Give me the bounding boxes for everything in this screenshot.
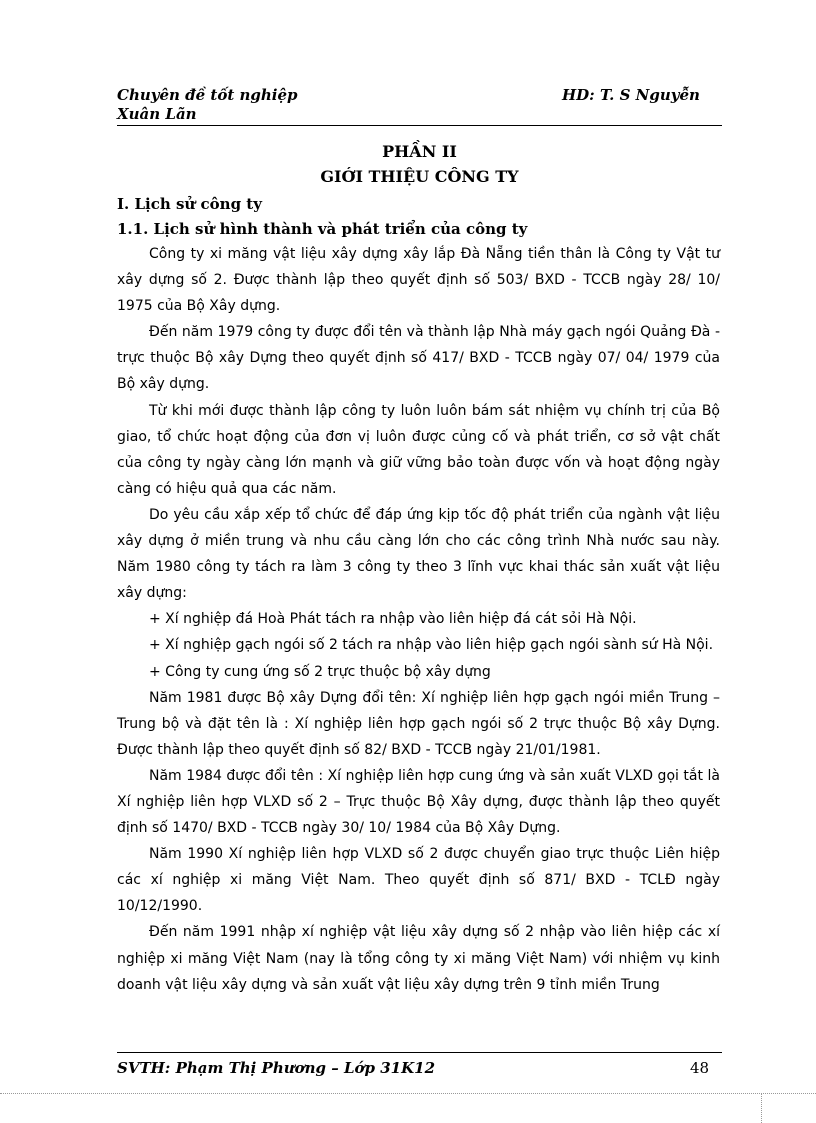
page-edge-marker bbox=[761, 1093, 762, 1123]
paragraph: Năm 1984 được đổi tên : Xí nghiệp liên hợp cung ứng và sản xuất VLXD gọi tắt là Xí nghiệp liên hợp VLXD số 2 – Trực thuộc Bộ Xây dựng, được thành lập theo quyết định số 1470/ BXD - TCCB ngày 30/ 10/ 1984 của Bộ Xây Dựng. bbox=[117, 767, 720, 837]
part-heading: PHẦN II bbox=[382, 142, 457, 161]
footer-author: SVTH: Phạm Thị Phương – Lớp 31K12 bbox=[117, 1059, 436, 1077]
list-item: + Công ty cung ứng số 2 trực thuộc bộ xây dựng bbox=[149, 663, 491, 680]
list-item: + Xí nghiệp đá Hoà Phát tách ra nhập vào liên hiệp đá cát sỏi Hà Nội. bbox=[149, 611, 637, 628]
header-topic-line2: Xuân Lãn bbox=[117, 105, 197, 123]
page-break-marker bbox=[0, 1093, 816, 1094]
paragraph: Đến năm 1979 công ty được đổi tên và thành lập Nhà máy gạch ngói Quảng Đà - trực thuộc Bộ xây Dựng theo quyết định số 417/ BXD - TCCB ngày 07/ 04/ 1979 của Bộ xây dựng. bbox=[117, 324, 720, 393]
footer-rule bbox=[117, 1052, 722, 1053]
header-topic bbox=[117, 86, 298, 124]
paragraph: Năm 1990 Xí nghiệp liên hợp VLXD số 2 được chuyển giao trực thuộc Liên hiệp các xí nghiệp xi măng Việt Nam. Theo quyết định số 871/ BXD - TCLĐ ngày 10/12/1990. bbox=[117, 846, 720, 915]
page-number: 48 bbox=[690, 1059, 710, 1077]
header-rule bbox=[117, 125, 722, 126]
header-advisor: HD: T. S Nguyễn bbox=[562, 86, 700, 104]
paragraph: Công ty xi măng vật liệu xây dựng xây lắp Đà Nẵng tiền thân là Công ty Vật tư xây dựng số 2. Được thành lập theo quyết định số 503/ BXD - TCCB ngày 28/ 10/ 1975 của Bộ Xây dựng. bbox=[117, 246, 720, 315]
paragraph: Năm 1981 được Bộ xây Dựng đổi tên: Xí nghiệp liên hợp gạch ngói miền Trung – Trung bộ và đặt tên là : Xí nghiệp liên hợp gạch ngói số 2 trực thuộc Bộ xây Dựng. Được thành lập theo quyết định số 82/ BXD - TCCB ngày 21/01/1981. bbox=[117, 689, 720, 758]
heading-company-history: I. Lịch sử công ty bbox=[117, 195, 262, 213]
paragraph: Do yêu cầu xắp xếp tổ chức để đáp ứng kịp tốc độ phát triển của ngành vật liệu xây dựng ở miền trung và nhu cầu càng lớn cho các công trình Nhà nước sau này. Năm 1980 công ty tách ra làm 3 công ty theo 3 lĩnh vực khai thác sản xuất vật liệu xây dựng: bbox=[117, 506, 720, 602]
list-item: + Xí nghiệp gạch ngói số 2 tách ra nhập vào liên hiệp gạch ngói sành sứ Hà Nội. bbox=[149, 637, 714, 654]
paragraph: Đến năm 1991 nhập xí nghiệp vật liệu xây dựng số 2 nhập vào liên hiệp các xí nghiệp xi măng Việt Nam (nay là tổng công ty xi măng Việt Nam) với nhiệm vụ kinh doanh vật liệu xây dựng và sản xuất vật liệu xây dựng trên 9 tỉnh miền Trung bbox=[117, 924, 720, 993]
body-text bbox=[117, 241, 720, 998]
subheading-formation-development: 1.1. Lịch sử hình thành và phát triển của công ty bbox=[117, 220, 528, 238]
header-topic-line1: Chuyên đề tốt nghiệp bbox=[117, 86, 298, 104]
paragraph: Từ khi mới được thành lập công ty luôn luôn bám sát nhiệm vụ chính trị của Bộ giao, tổ chức hoạt động của đơn vị luôn được củng cố và phát triển, cơ sở vật chất của công ty ngày càng lớn mạnh và giữ vững bảo toàn được vốn và hoạt động ngày càng có hiệu quả qua các năm. bbox=[117, 402, 720, 497]
section-title: GIỚI THIỆU CÔNG TY bbox=[320, 167, 519, 186]
